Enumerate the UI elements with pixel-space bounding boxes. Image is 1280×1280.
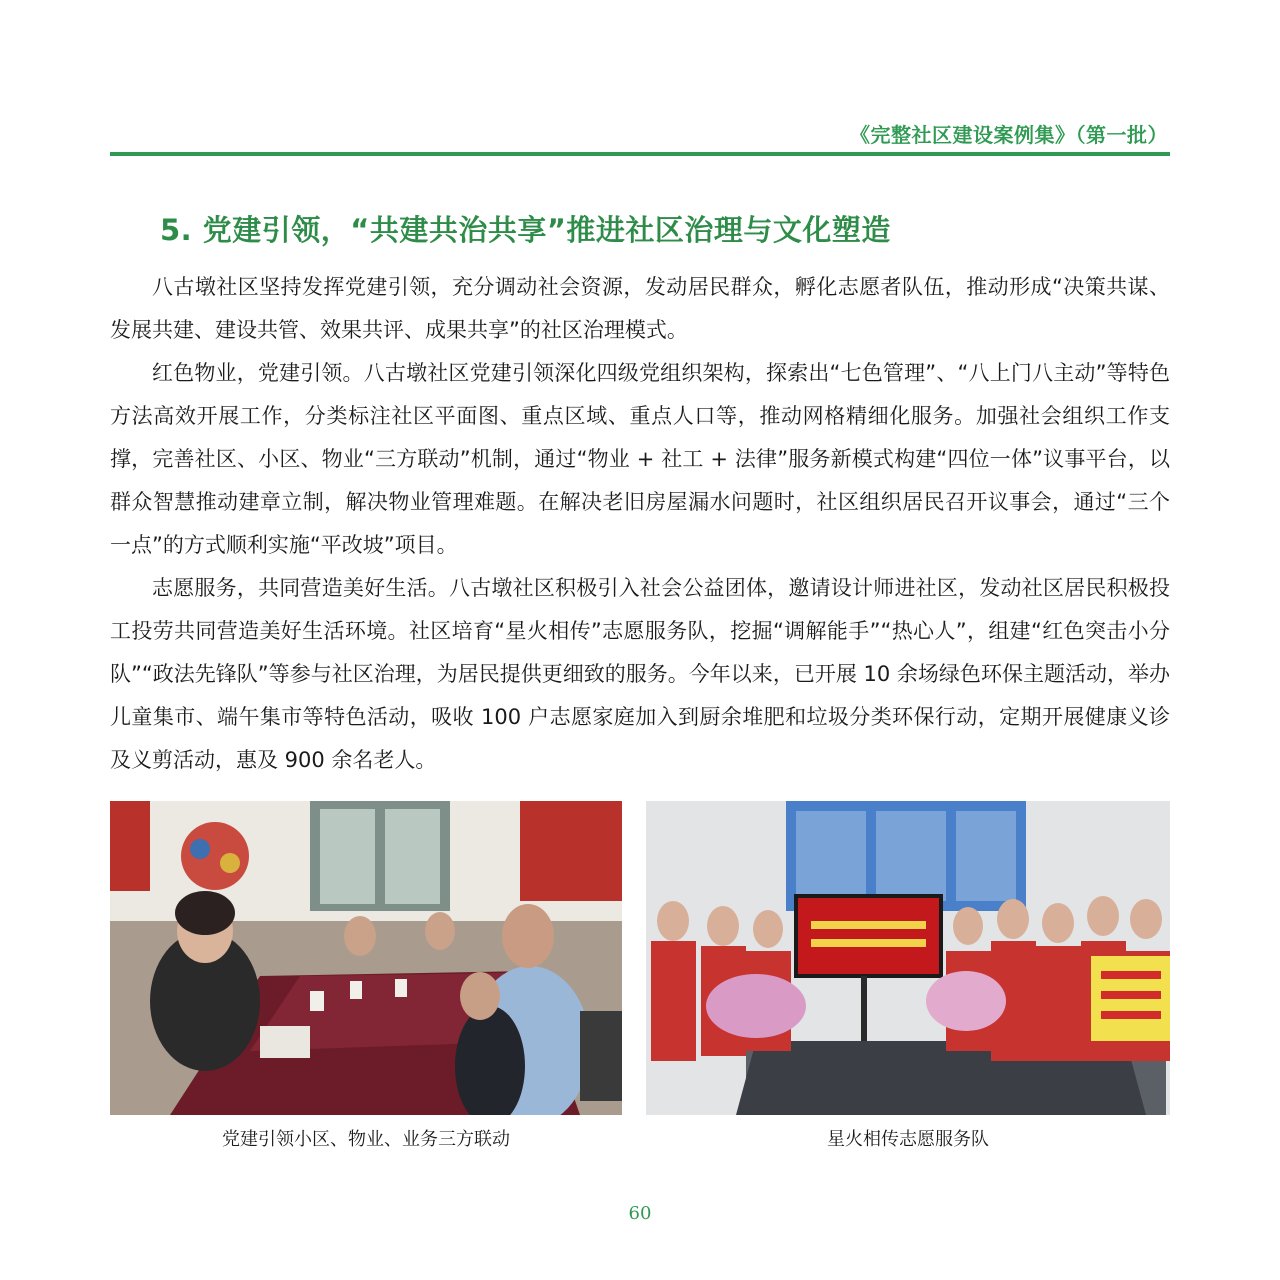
photo-volunteer-team (646, 801, 1170, 1115)
section-heading: 5. 党建引领，“共建共治共享”推进社区治理与文化塑造 (160, 213, 891, 247)
header-title: 《完整社区建设案例集》（第一批） (850, 123, 1168, 147)
paragraph-volunteer-service: 志愿服务，共同营造美好生活。八古墩社区积极引入社会公益团体，邀请设计师进社区，发动社区居民积极投工投劳共同营造美好生活环境。社区培育“星火相传”志愿服务队，挖掘“调解能手”“热心人”，组建“红色突击小分队”“政法先锋队”等参与社区治理，为居民提供更细致的服务。今年以来，已开展 10 余场绿色环保主题活动，举办儿童集市、端午集市等特色活动，吸收 100 户志愿家庭加入到厨余堆肥和垃圾分类环保行动，定期开展健康义诊及义剪活动，惠及 900 余名老人。 (110, 576, 1170, 772)
caption-left: 党建引领小区、物业、业务三方联动 (222, 1129, 510, 1150)
page-number: 60 (628, 1203, 652, 1224)
body-text (110, 266, 1170, 782)
paragraph-red-property: 红色物业，党建引领。八古墩社区党建引领深化四级党组织架构，探索出“七色管理”、“八上门八主动”等特色方法高效开展工作，分类标注社区平面图、重点区域、重点人口等，推动网格精细化服务。加强社会组织工作支撑，完善社区、小区、物业“三方联动”机制，通过“物业 + 社工 + 法律”服务新模式构建“四位一体”议事平台，以群众智慧推动建章立制，解决物业管理难题。在解决老旧房屋漏水问题时，社区组织居民召开议事会，通过“三个一点”的方式顺利实施“平改坡”项目。 (110, 361, 1170, 557)
photo-meeting (110, 801, 622, 1115)
header-divider (110, 152, 1170, 156)
caption-right: 星火相传志愿服务队 (827, 1129, 989, 1150)
paragraph-intro: 八古墩社区坚持发挥党建引领，充分调动社会资源，发动居民群众，孵化志愿者队伍，推动形成“决策共谋、发展共建、建设共管、效果共评、成果共享”的社区治理模式。 (110, 275, 1170, 342)
